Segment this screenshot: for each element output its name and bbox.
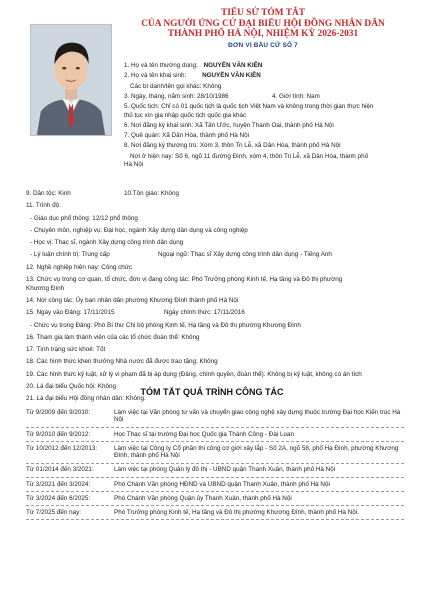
ethnicity-text: 9. Dân tộc: Kinh: [26, 190, 71, 197]
info-row-party-dates: [26, 309, 416, 321]
position-text-1: 13. Chức vụ trong cơ quan, tổ chức, đơn vị đang công tác: Phó Trưởng phòng Kinh tế, Hạ tầng và Đô thị phường: [26, 276, 343, 284]
info-row-3-4: [124, 93, 414, 103]
work-history-row: [26, 492, 404, 506]
title-line-2: CỦA NGƯỜI ỨNG CỬ ĐẠI BIỂU HỘI ĐỒNG NHÂN DÂN: [141, 18, 385, 29]
work-history-row: [26, 464, 404, 478]
work-description: Phó Chánh Văn phòng Quận ủy Thanh Xuân, thành phố Hà Nội: [114, 494, 292, 502]
work-history-row: [26, 478, 404, 492]
work-period: Từ 9/2010 đến 9/2012:: [26, 430, 91, 438]
birth-registration-text: 6. Nơi đăng ký khai sinh: Xã Tân Ước, huyện Thanh Oai, thành phố Hà Nội: [124, 121, 334, 129]
work-history-row: [26, 442, 404, 464]
party-admission-text: 15. Ngày vào Đảng: 17/11/2015: [26, 309, 115, 317]
organizations-text: 16. Tham gia làm thành viên của các tổ chức đoàn thể: Không: [26, 333, 200, 341]
work-period: Từ 9/2009 đến 9/2010:: [26, 408, 91, 416]
common-name-value: NGUYỄN VĂN KIÊN: [203, 62, 263, 69]
info-row-9-10: [26, 190, 416, 202]
info-row-2: [124, 72, 414, 82]
work-history-row: [26, 506, 404, 520]
religion-text: 10.Tôn giáo: Không: [124, 190, 179, 197]
academic-degree-text: - Học vị: Thạc sĩ, ngành Xây dựng công trình dân dụng: [30, 239, 184, 247]
electoral-unit-subtitle: ĐƠN VỊ BẦU CỬ SỐ 7: [228, 41, 298, 49]
current-residence-text-1: Nơi ở hiện nay: Số 6, ngõ 11 đường Đình, xóm 4, thôn Tri Lễ, xã Dân Hòa, thành phố: [130, 152, 369, 160]
work-period: Từ 7/2025 đến nay:: [26, 508, 81, 516]
foreign-language-text: Ngoại ngữ: Thạc sĩ Xây dựng công trình dân dụng - Tiếng Anh: [158, 251, 332, 259]
work-history-title: TÓM TẮT QUÁ TRÌNH CÔNG TÁC: [140, 387, 284, 397]
hometown-text: 7. Quê quán: Xã Dân Hòa, thành phố Hà Nội: [124, 132, 249, 140]
work-period: Từ 01/2014 đến 3/2021:: [26, 466, 94, 474]
nationality-text-1: 5. Quốc tịch: Chỉ có 01 quốc tịch là quốc tịch Việt Nam và không trong thời gian thực hiện: [124, 103, 374, 111]
work-period: Từ 3/2021 đến 3/2024:: [26, 480, 91, 488]
workplace-text: 14. Nơi công tác: Ủy ban nhân dân phường Khương Đình thành phố Hà Nội: [26, 296, 239, 304]
peoples-council-text: 21. Là đại biểu Hội đồng nhân dân: Không.: [26, 395, 146, 403]
work-period: Từ 3/2024 đến 6/2025:: [26, 494, 91, 502]
work-history-row: [26, 406, 404, 428]
aliases-text: Các bí danh/tên gọi khác: Không: [130, 82, 222, 90]
party-official-text: Ngày chính thức: 17/11/2016: [164, 309, 245, 317]
work-description: Học Thạc sĩ tại trường Đại học Quốc gia Thành Công - Đài Loan: [114, 430, 294, 438]
general-education-text: - Giáo dục phổ thông: 12/12 phổ thông: [30, 214, 138, 222]
title-line-3: THÀNH PHỐ HÀ NỘI, NHIỆM KỲ 2026-2031: [167, 29, 359, 40]
discipline-text: 19. Các hình thức kỷ luật, xử lý vi phạm đã bị áp dụng (Đảng, chính quyền, đoàn thể): Không bị kỷ luật, không có án tích: [26, 370, 362, 378]
current-residence-text-2: Hà Nội: [124, 161, 144, 169]
personal-info-bottom: [26, 190, 416, 408]
document-header: [118, 8, 408, 50]
education-heading: 11. Trình độ:: [26, 202, 61, 210]
specialty-text: - Chuyên môn, nghiệp vụ: Đại học, ngành Xây dựng dân dụng và công nghiệp: [30, 226, 248, 234]
gender-text: 4. Giới tính: Nam: [272, 92, 320, 100]
work-description: Phó Chánh Văn phòng HĐND và UBND quận Thanh Xuân, thành phố Hà Nội: [114, 480, 330, 488]
health-text: 17. Tình trạng sức khoẻ: Tốt: [26, 346, 106, 354]
date-of-birth-text: 3. Ngày, tháng, năm sinh: 28/10/1986: [124, 92, 229, 100]
work-history-row: [26, 428, 404, 442]
political-theory-text: - Lý luận chính trị: Trung cấp: [30, 251, 110, 259]
personal-info-top: [124, 62, 414, 170]
permanent-residence-text: 8. Nơi đăng ký thường trú: Xóm 3, thôn Tri Lễ, xã Dân Hòa, thành phố Hà Nội: [124, 142, 341, 150]
awards-text: 18. Các hình thức khen thưởng Nhà nước đã được trao tặng: Không: [26, 358, 218, 366]
party-position-text: - Chức vụ trong Đảng: Phó Bí thư Chi bộ phòng Kinh tế, Hạ tầng và Đô thị phường Khương Đình: [30, 321, 301, 329]
work-description: Làm việc tại phòng Quản lý đô thị - UBND quận Thanh Xuân, thành phố Hà Nội: [114, 466, 336, 474]
position-text-2: Khương Đình: [26, 284, 65, 292]
title-line-1: TIỂU SỬ TÓM TẮT: [221, 8, 305, 18]
birth-name-label: 2. Họ và tên khai sinh:: [124, 72, 187, 80]
national-assembly-text: 20. Là đại biểu Quốc hội: Không: [26, 383, 116, 391]
work-description: Phó Trưởng phòng Kinh tế, Hạ tầng và Đô thị phường Khương Đình, thành phố Hà Nội.: [114, 508, 359, 516]
work-description: Làm việc tại Công ty Cổ phần thi công cơ giới xây lắp - Số 2A, ngõ 58, phố Hạ Đình, phường Khương Đình, thành phố Hà Nội: [114, 444, 399, 460]
info-row-political-language: [26, 251, 416, 263]
work-description: Làm việc tại Văn phòng tư vấn và chuyển giao công nghệ xây dựng thuộc trường Đại học Kiến trúc Hà Nội: [114, 408, 401, 424]
nationality-text-2: thủ tục xin gia nhập quốc tịch quốc gia khác: [124, 111, 247, 119]
occupation-text: 12. Nghề nghiệp hiện nay: Công chức: [26, 263, 133, 271]
common-name-label: 1. Họ và tên thường dùng:: [124, 62, 198, 69]
work-period: Từ 10/2012 đến 12/2013:: [26, 444, 98, 452]
birth-name-value: NGUYỄN VĂN KIÊN: [202, 72, 261, 80]
candidate-portrait-photo: [30, 24, 112, 136]
work-history-list: [26, 406, 404, 520]
info-row-1: [124, 62, 414, 72]
